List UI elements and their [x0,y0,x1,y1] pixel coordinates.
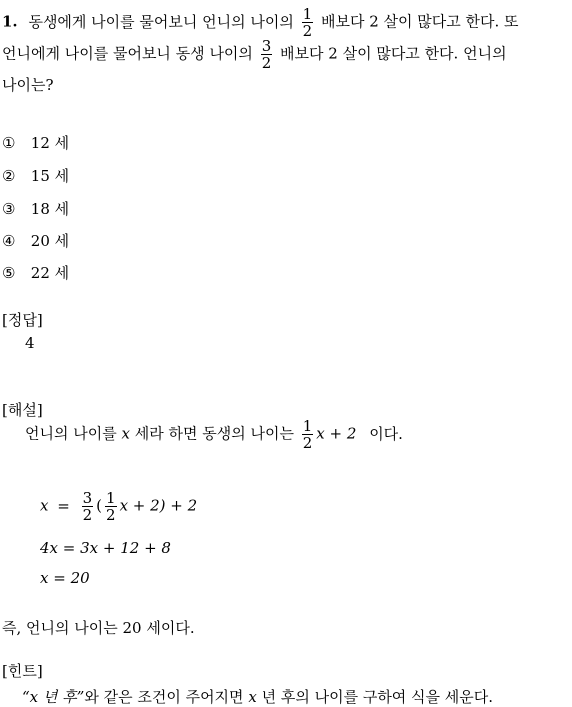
problem-line-1 [2,6,519,39]
explanation-label: [해설] [2,401,43,419]
explanation-expression: x + 2 [316,424,357,443]
problem-text-2a: 언니에게 나이를 물어보니 동생 나이의 [2,44,253,63]
choice-5[interactable] [2,262,69,283]
equation-1-fraction-a [82,490,94,523]
equation-1-equals: = [57,496,70,515]
fraction-numerator: 1 [302,5,313,23]
choice-marker: ① [2,134,16,152]
problem-line-3: 나이는? [2,76,54,94]
problem-text-1b: 배보다 2 살이 많다고 한다. 또 [320,12,519,31]
choice-marker: ② [2,167,16,185]
equation-1 [40,490,197,523]
fraction-denominator: 2 [261,54,272,72]
choice-4[interactable] [2,230,69,251]
explanation-intro [25,418,403,451]
choice-text: 18 세 [30,200,70,218]
fraction-numerator: 1 [302,417,313,435]
answer-value: 4 [25,334,35,352]
explanation-intro-a: 언니의 나이를 [25,424,117,443]
equation-1-paren: ( [96,496,103,515]
equation-1-tail: x + 2) + 2 [119,496,198,515]
problem-fraction-1 [302,6,314,39]
fraction-denominator: 2 [302,434,313,452]
variable-x: x [248,688,257,706]
choice-1[interactable] [2,132,69,153]
problem-line-2 [2,38,507,71]
explanation-conclusion: 즉, 언니의 나이는 20 세이다. [2,619,195,637]
choice-text: 15 세 [30,167,70,185]
fraction-numerator: 3 [261,37,272,55]
choice-text: 22 세 [30,264,70,282]
fraction-denominator: 2 [302,22,313,40]
equation-3: x = 20 [40,569,90,587]
fraction-numerator: 3 [82,489,93,507]
choice-marker: ④ [2,232,16,250]
equation-1-lhs: x [40,496,49,515]
problem-number: 1. [2,12,18,31]
hint-label: [힌트] [2,662,43,680]
choice-marker: ③ [2,200,16,218]
hint-quote: “x 년 후” [22,688,85,706]
equation-1-fraction-b [105,490,117,523]
fraction-denominator: 2 [82,506,93,524]
explanation-intro-b: 세라 하면 동생의 나이는 [134,424,294,443]
hint-text-b: 년 후의 나이를 구하여 식을 세운다. [261,688,494,706]
choice-text: 12 세 [30,134,70,152]
explanation-intro-d: 이다. [369,424,403,443]
variable-x: x [121,424,130,443]
choice-text: 20 세 [30,232,70,250]
problem-text-2b: 배보다 2 살이 많다고 한다. 언니의 [280,44,507,63]
choice-3[interactable] [2,198,69,219]
choice-2[interactable] [2,165,69,186]
problem-fraction-2 [261,38,273,71]
equation-2: 4x = 3x + 12 + 8 [40,539,171,557]
fraction-denominator: 2 [106,506,116,524]
hint-text-a: 와 같은 조건이 주어지면 [84,688,244,706]
fraction-numerator: 1 [106,489,116,507]
problem-text-1a: 동생에게 나이를 물어보니 언니의 나이의 [28,12,294,31]
explanation-fraction [302,418,314,451]
choice-marker: ⑤ [2,264,16,282]
answer-label: [정답] [2,311,43,329]
